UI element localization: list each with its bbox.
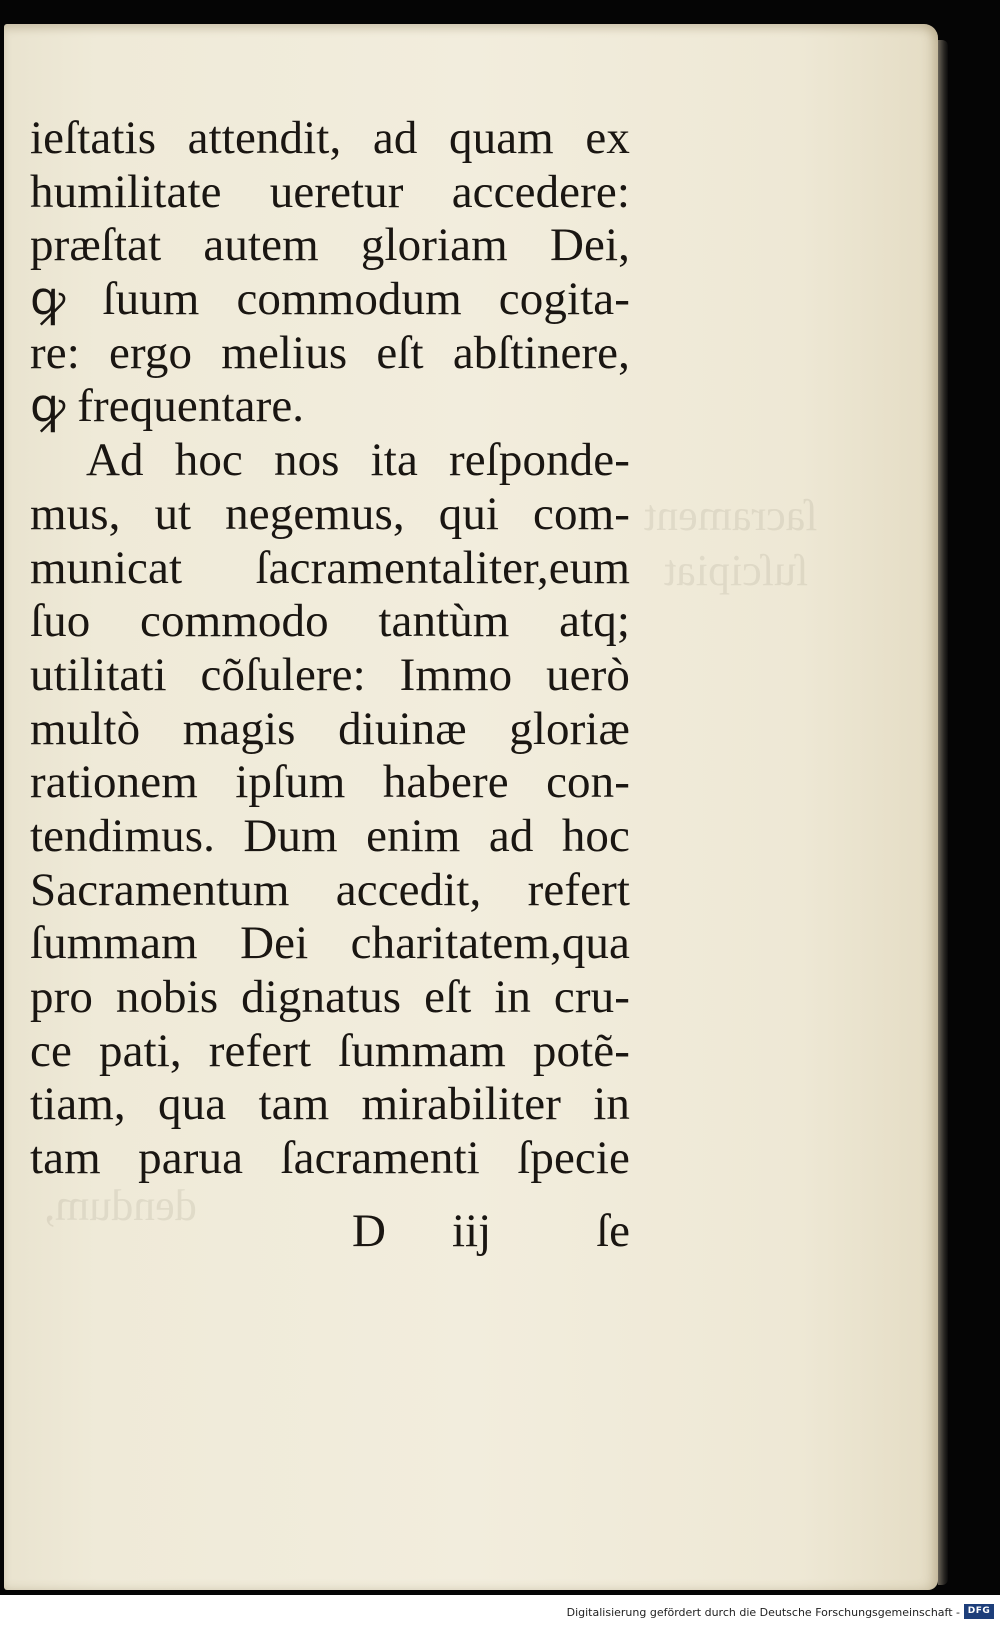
bleed-through-text: ſacrament — [644, 491, 818, 540]
text-line: tam parua ſacramenti ſpecie — [30, 1132, 630, 1185]
text-line: tiam, qua tam mirabiliter in — [30, 1078, 630, 1131]
text-line: ſuo commodo tantùm atq; — [30, 595, 630, 648]
text-line: multò magis diuinæ gloriæ — [30, 702, 630, 755]
page-footer-line — [30, 1204, 630, 1258]
text-line: ꝙ ſuum commodum cogita- — [30, 273, 630, 326]
footer-credit-text: Digitalisierung gefördert durch die Deutsche Forschungsgemeinschaft - — [566, 1606, 960, 1619]
text-line: ce pati, refert ſummam potẽ- — [30, 1024, 630, 1077]
text-line: pro nobis dignatus eſt in cru- — [30, 971, 630, 1023]
signature-mark: D — [352, 1205, 386, 1257]
text-line: Ad hoc nos ita reſponde- — [86, 434, 630, 487]
text-line: tendimus. Dum enim ad hoc — [30, 809, 630, 862]
catchword: ſe — [596, 1205, 630, 1257]
text-line: municat ſacramentaliter,eum — [30, 541, 630, 594]
bleed-through-text: ſuſcipiat — [664, 546, 809, 595]
text-line: ꝙ frequentare. — [30, 380, 305, 433]
dfg-logo[interactable]: DFG — [964, 1604, 994, 1619]
text-line: Sacramentum accedit, refert — [30, 863, 630, 916]
signature-number: iij — [452, 1205, 492, 1257]
page-fore-edge — [938, 40, 948, 1585]
digitization-footer — [0, 1595, 1000, 1630]
text-line: utilitati cõſulere: Immo uerò — [30, 648, 630, 701]
text-line: ſummam Dei charitatem,qua — [30, 917, 630, 970]
text-line: præſtat autem gloriam Dei, — [30, 219, 630, 272]
body-text — [30, 112, 630, 1186]
text-line: re: ergo melius eſt abſtinere, — [30, 326, 630, 379]
text-line: ieſtatis attendit, ad quam ex — [30, 112, 630, 164]
text-line: mus, ut negemus, qui com- — [30, 487, 630, 540]
text-line: rationem ipſum habere con- — [30, 756, 630, 809]
bleed-through-text: dendum, — [44, 1181, 197, 1230]
text-line: humilitate ueretur accedere: — [30, 165, 630, 218]
